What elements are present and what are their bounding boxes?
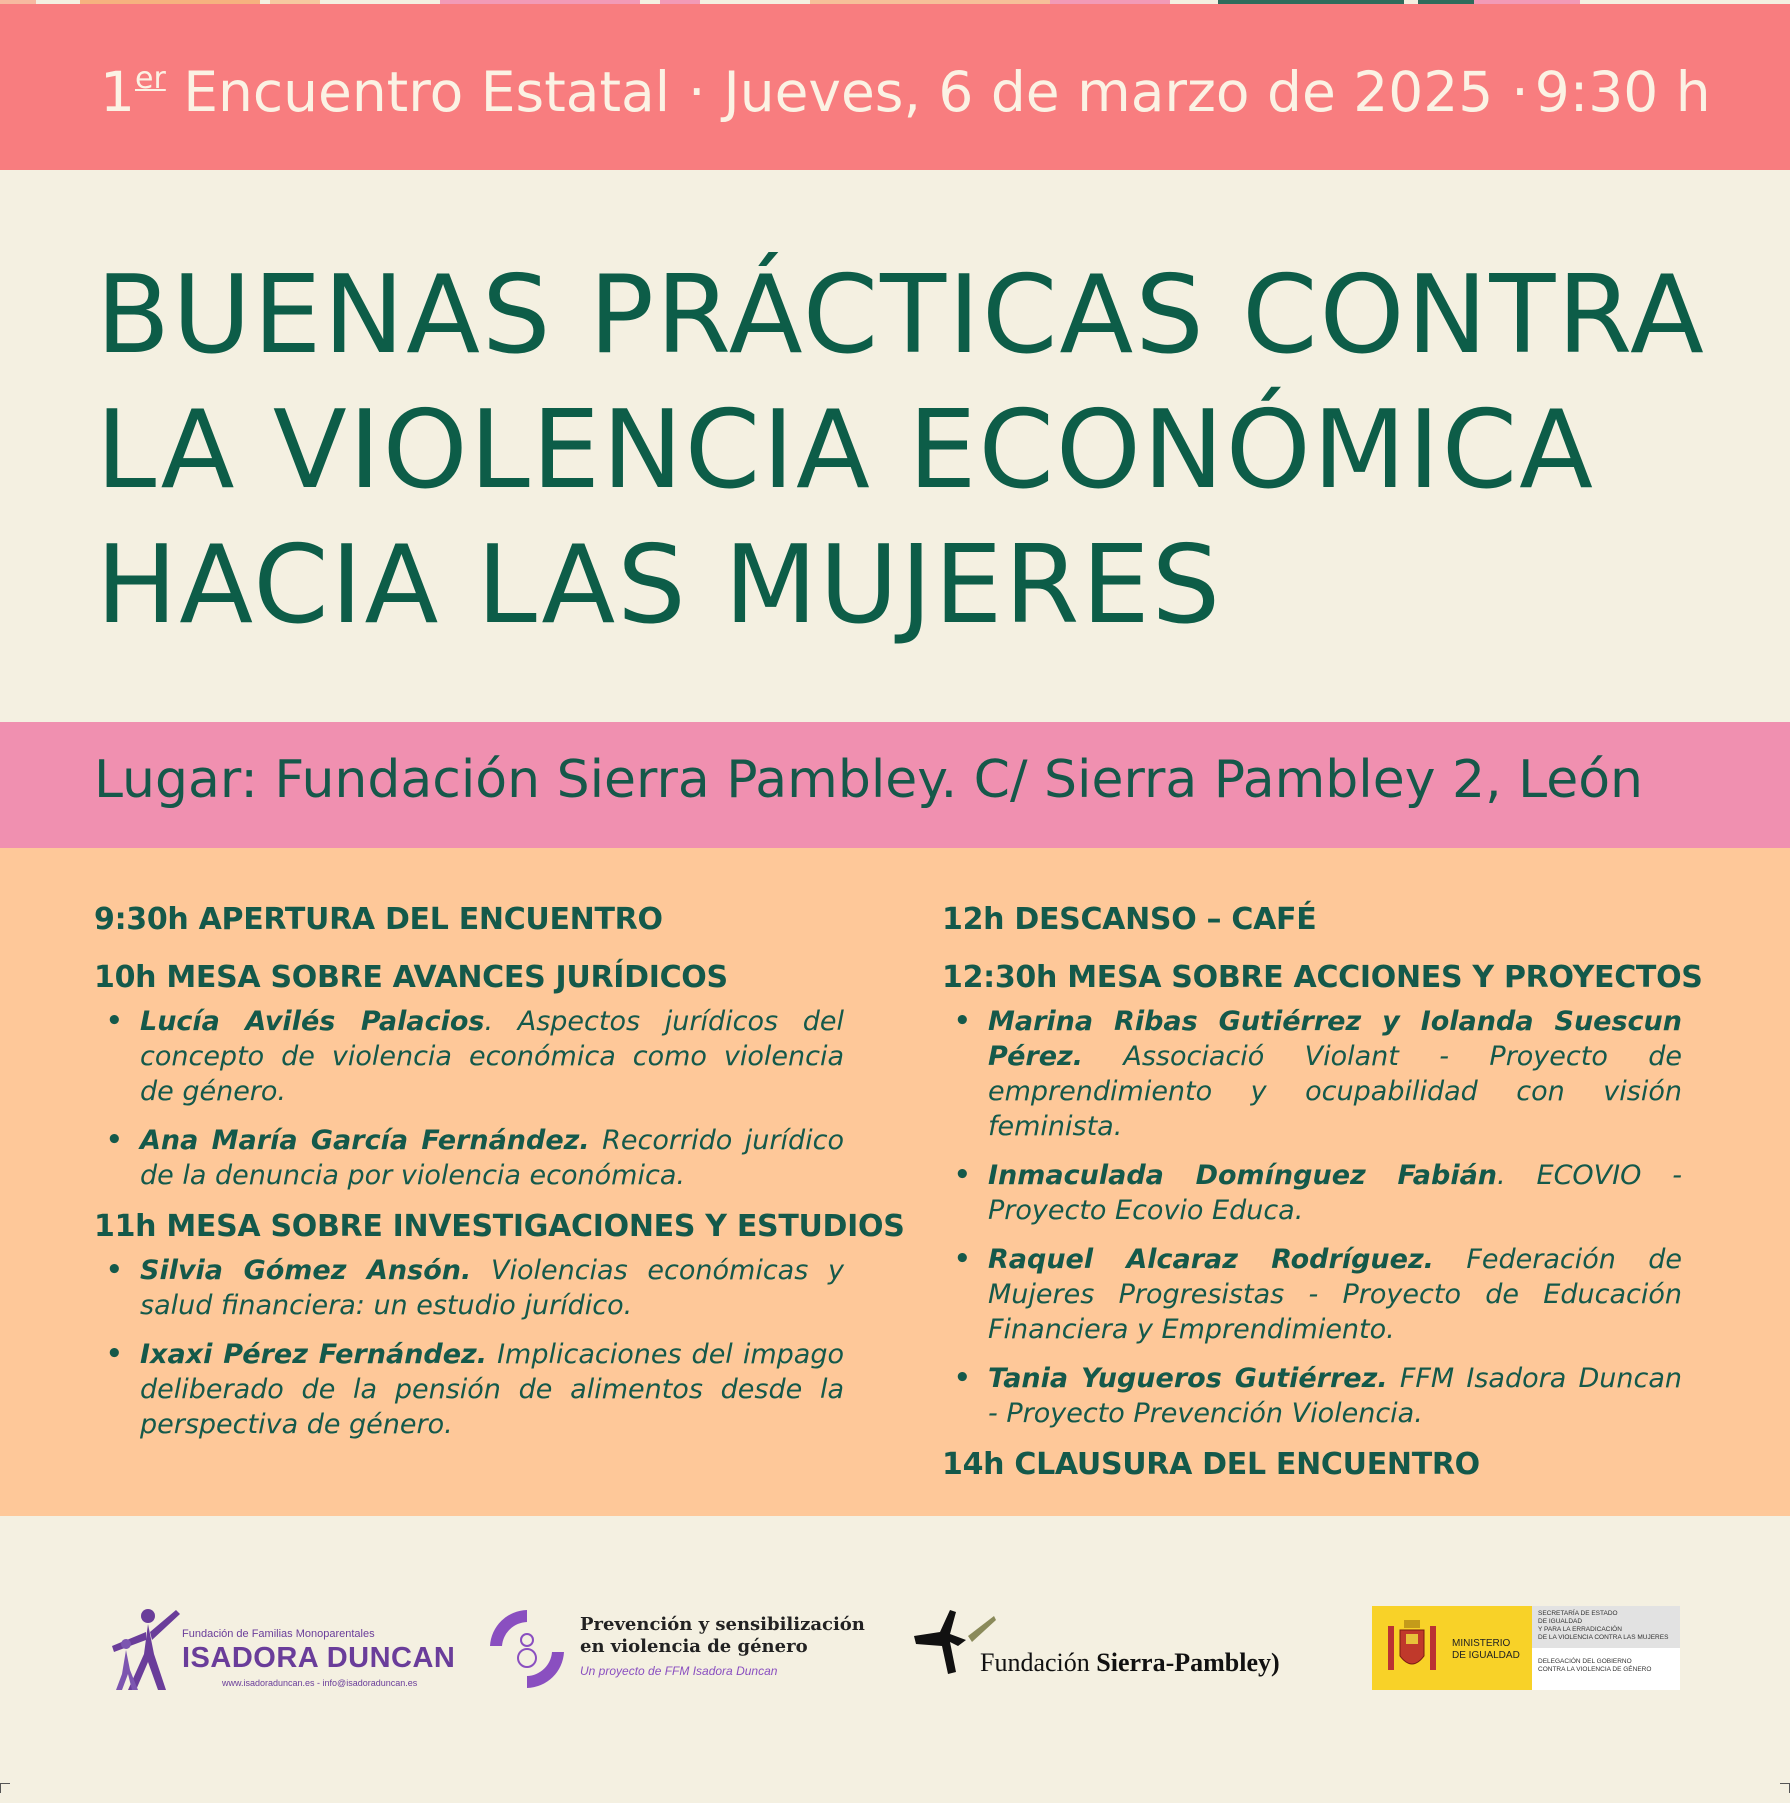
speaker-list [94,1004,844,1193]
talk-title: Associació Violant - Proyecto de emprendimiento y ocupabilidad con visión feminista. [988,1041,1682,1142]
program-heading: 12h DESCANSO – CAFÉ [942,902,1317,937]
talk-title: Recorrido jurídico de la denuncia por violencia económica. [140,1125,845,1191]
program-right-column [942,900,1703,1503]
speaker-list [942,1004,1682,1431]
prevencion-sub: Un proyecto de FFM Isadora Duncan [580,1664,778,1678]
speaker-name: Ixaxi Pérez Fernández. [140,1339,488,1370]
header-band [0,4,1790,170]
speaker-item [140,1123,844,1193]
speaker-item [140,1004,844,1109]
speaker-item [140,1253,844,1323]
speaker-item [988,1158,1682,1228]
crop-mark [1780,1783,1790,1793]
talk-title: Implicaciones del impago deliberado de la pensión de alimentos desde la perspectiva de género. [140,1339,844,1440]
speaker-name: Raquel Alcaraz Rodríguez. [988,1244,1434,1275]
program-heading: 10h MESA SOBRE AVANCES JURÍDICOS [94,960,728,995]
sierra-pambley-wordmark [980,1648,1280,1678]
ministerio-name [1452,1638,1520,1662]
program-heading: 14h CLAUSURA DEL ENCUENTRO [942,1447,1480,1482]
edition-number: 1 [100,60,135,124]
spain-coat-of-arms-icon [1384,1616,1440,1680]
program-heading: 12:30h MESA SOBRE ACCIONES Y PROYECTOS [942,960,1703,995]
speaker-name: Ana María García Fernández. [140,1125,590,1156]
title-line: LA VIOLENCIA ECONÓMICA [96,388,1596,513]
secretaria-text: DE LA VIOLENCIA CONTRA LAS MUJERES [1538,1634,1669,1641]
place-band [0,722,1790,848]
delegacion-text: CONTRA LA VIOLENCIA DE GÉNERO [1538,1666,1652,1673]
title-line: HACIA LAS MUJERES [96,523,1223,648]
sierra-prefix: Fundación [980,1648,1090,1677]
sierra-pambley-logo [910,1606,1310,1696]
event-name: Encuentro Estatal [183,60,671,124]
ministerio-yellow-panel [1372,1606,1532,1690]
hands-heart-icon [484,1606,570,1692]
isadora-contact: www.isadoraduncan.es - info@isadoraduncan.es [222,1678,418,1688]
speaker-name: Silvia Gómez Ansón. [140,1255,472,1286]
secretaria-panel [1532,1606,1680,1648]
talk-title: . Aspectos jurídicos del concepto de violencia económica como violencia de género. [140,1006,844,1107]
event-header-line [100,60,1711,124]
ministerio-igualdad-logo [1372,1606,1680,1690]
event-time: 9:30 h [1534,60,1711,124]
title-line: BUENAS PRÁCTICAS CONTRA [96,253,1706,378]
speaker-name: Tania Yugueros Gutiérrez. [988,1363,1388,1394]
sponsor-logos [0,1516,1790,1803]
ministerio-name-2: DE IGUALDAD [1452,1650,1520,1661]
program-left-column [94,900,905,1456]
talk-title: FFM Isadora Duncan - Proyecto Prevención Violencia. [988,1363,1683,1429]
program-section [0,848,1790,1516]
speaker-item [988,1361,1682,1431]
speaker-name: Inmaculada Domínguez Fabián [988,1160,1498,1191]
event-date: Jueves, 6 de marzo de 2025 [723,60,1494,124]
event-place: Lugar: Fundación Sierra Pambley. C/ Sierra Pambley 2, León [94,750,1643,810]
isadora-top-text: Fundación de Familias Monoparentales [182,1628,375,1640]
separator: · [1511,60,1529,124]
speaker-name: Marina Ribas Gutiérrez y Iolanda Suescun Pérez. [988,1006,1682,1072]
crop-mark [0,1783,10,1793]
talk-title: Violencias económicas y salud financiera: un estudio jurídico. [140,1255,844,1321]
prevencion-line1: Prevención y sensibilización [580,1614,865,1635]
speaker-item [140,1337,844,1442]
secretaria-text: Y PARA LA ERRADICACIÓN [1538,1626,1622,1633]
speaker-item [988,1004,1682,1144]
speaker-list [94,1253,844,1442]
speaker-name: Lucía Avilés Palacios [140,1006,485,1037]
isadora-duncan-logo [108,1604,456,1704]
delegacion-text: DELEGACIÓN DEL GOBIERNO [1538,1658,1632,1665]
program-heading: 11h MESA SOBRE INVESTIGACIONES Y ESTUDIOS [94,1209,905,1244]
separator: · [688,60,706,124]
page-title [96,248,1706,653]
speaker-item [988,1242,1682,1347]
secretaria-text: SECRETARÍA DE ESTADO [1538,1610,1618,1617]
ministerio-name-1: MINISTERIO [1452,1638,1511,1649]
prevencion-logo [484,1606,865,1696]
delegacion-panel [1532,1648,1680,1690]
talk-title: . ECOVIO - Proyecto Ecovio Educa. [988,1160,1682,1226]
isadora-name: ISADORA DUNCAN [182,1642,456,1674]
dancer-figure-icon [108,1604,184,1694]
secretaria-text: DE IGUALDAD [1538,1618,1583,1625]
talk-title: Federación de Mujeres Progresistas - Proyecto de Educación Financiera y Emprendimiento. [988,1244,1682,1345]
program-heading: 9:30h APERTURA DEL ENCUENTRO [94,902,663,937]
sierra-name: Sierra-Pambley) [1096,1648,1280,1677]
edition-suffix: er [135,60,166,96]
prevencion-line2: en violencia de género [580,1636,808,1657]
